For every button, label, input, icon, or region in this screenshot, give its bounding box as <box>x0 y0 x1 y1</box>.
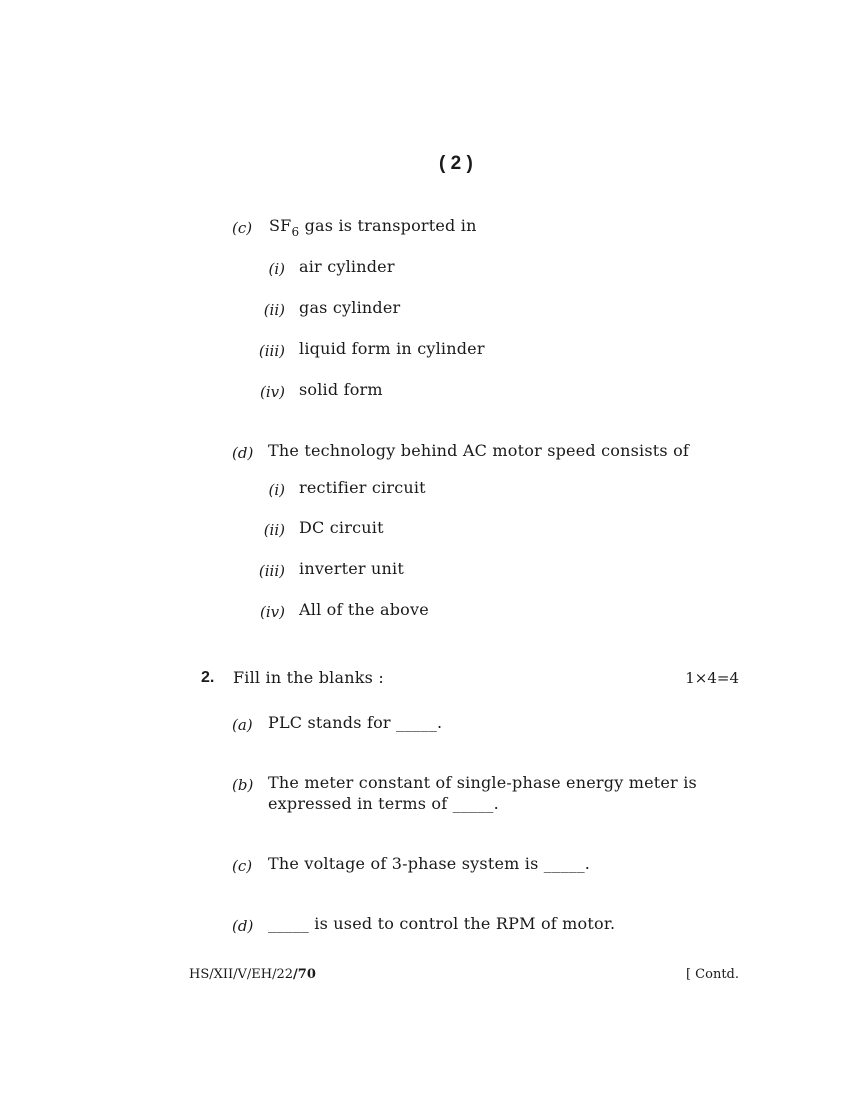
option-text: rectifier circuit <box>299 478 426 497</box>
question-text: PLC stands for _____. <box>268 713 443 732</box>
option-text: inverter unit <box>299 559 404 578</box>
option-label: (i) <box>268 481 285 499</box>
footer-code-prefix: HS/XII/V/EH/22 <box>189 967 294 982</box>
option-label: (iv) <box>260 383 285 401</box>
question-text <box>269 216 477 239</box>
question-text: expressed in terms of _____. <box>268 794 499 813</box>
option-label: (iii) <box>258 342 285 360</box>
question-text: _____ is used to control the RPM of motor. <box>268 914 616 933</box>
option-text: All of the above <box>299 600 429 619</box>
question-label: (c) <box>232 219 253 237</box>
question-text: The meter constant of single-phase energy meter is <box>268 773 697 792</box>
question-label: (d) <box>232 444 254 462</box>
option-label: (iv) <box>260 603 285 621</box>
subscript: 6 <box>291 225 300 239</box>
question-text: The technology behind AC motor speed consists of <box>268 441 690 460</box>
marks: 1×4=4 <box>685 669 739 687</box>
option-text: DC circuit <box>299 518 384 537</box>
option-text: air cylinder <box>299 257 395 276</box>
footer-contd: [ Contd. <box>685 967 739 982</box>
question-text-part: gas is transported in <box>299 216 477 235</box>
option-text: gas cylinder <box>299 298 401 317</box>
question-label: (a) <box>232 716 253 734</box>
option-label: (ii) <box>263 301 285 319</box>
footer-code <box>189 967 316 982</box>
option-label: (ii) <box>263 521 285 539</box>
option-label: (iii) <box>258 562 285 580</box>
question-label: (d) <box>232 917 254 935</box>
question-label: (b) <box>232 776 254 794</box>
question-text: The voltage of 3-phase system is _____. <box>268 854 591 873</box>
option-text: solid form <box>299 380 383 399</box>
option-text: liquid form in cylinder <box>299 339 485 358</box>
question-text-part: SF <box>269 216 292 235</box>
question-number: 2. <box>201 669 215 686</box>
option-label: (i) <box>268 260 285 278</box>
question-text: Fill in the blanks : <box>233 668 384 687</box>
footer-code-suffix: /70 <box>293 967 316 982</box>
page-number: ( 2 ) <box>439 153 473 174</box>
question-label: (c) <box>232 857 253 875</box>
